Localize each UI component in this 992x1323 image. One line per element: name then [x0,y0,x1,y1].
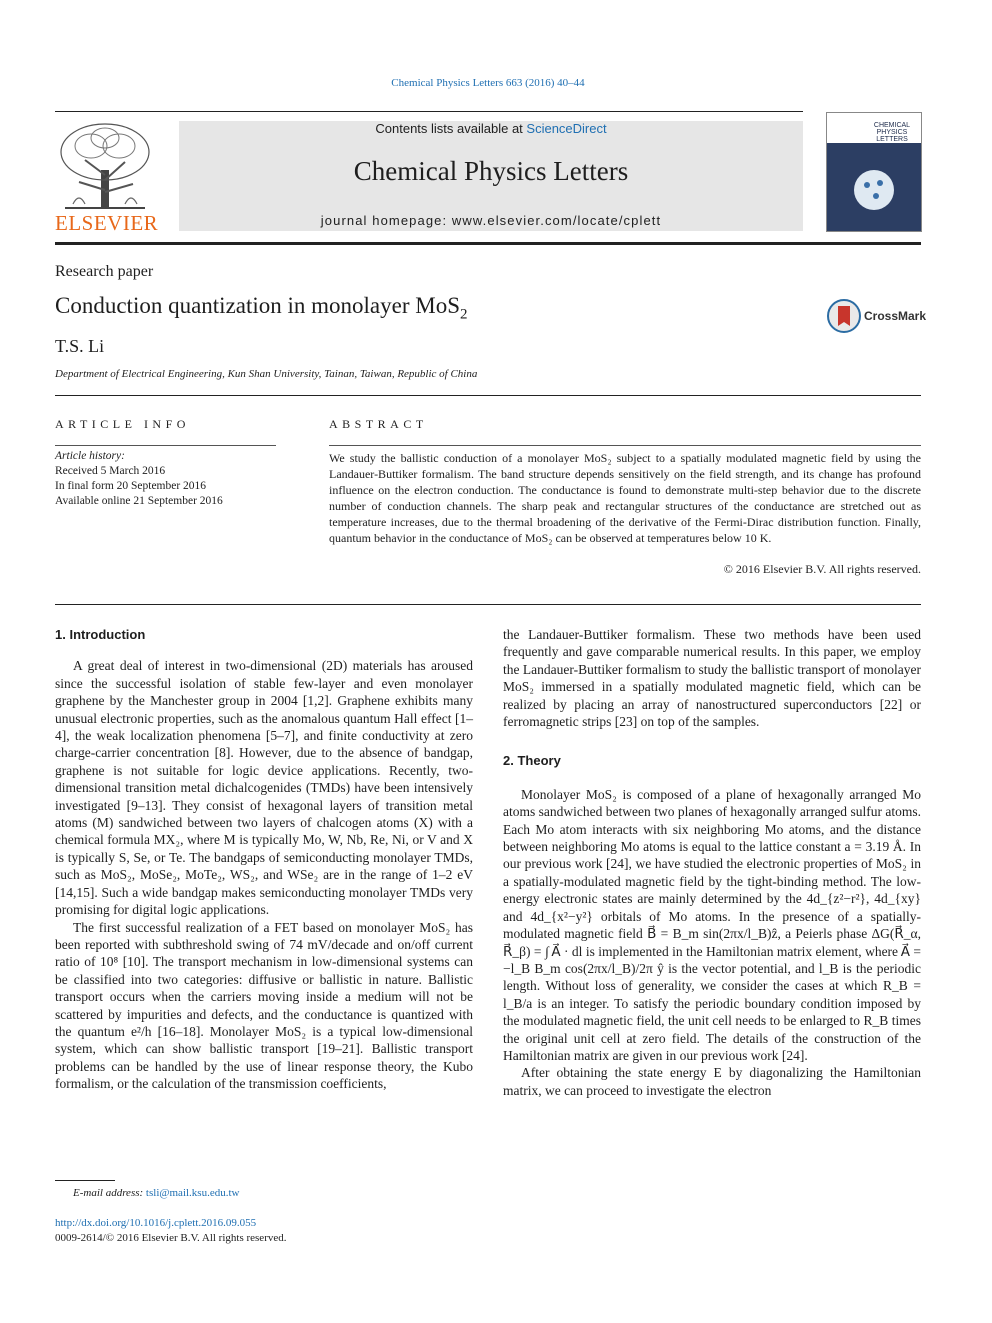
journal-reference[interactable]: Chemical Physics Letters 663 (2016) 40–44 [391,77,585,89]
header-top-rule [55,111,803,112]
article-info-rule [55,445,276,446]
email-footnote [73,1187,239,1199]
received-date: Received 5 March 2016 [55,465,166,477]
email-link[interactable]: tsli@mail.ksu.edu.tw [145,1187,240,1199]
left-column [55,626,473,1093]
final-form-date: In final form 20 September 2016 [55,480,207,492]
author-name[interactable]: T.S. Li [55,336,105,356]
crossmark-icon[interactable] [826,298,862,334]
article-title-subscript: 2 [460,306,468,323]
right-column [503,626,921,1099]
body-top-rule [55,604,921,605]
article-title-main: Conduction quantization in monolayer MoS [55,293,461,318]
contents-availability [179,121,803,136]
history-label: Article history: [55,450,125,462]
intro-paragraph-1: A great deal of interest in two-dimensional (2D) materials has aroused since the successful isolation of stable few-layer and even monolayer graphene by the Manchester group in 2004 [1,2]. Graphene exhibits many unusual electronic properties, such as the anomalous quantum Hall effect [1–4], the weak localization phenomena [5–7], and finite conductivity at zero charge-carrier concentration [8]. However, due to the absence of bandgap, graphene is not suitable for logic device applications. Recently, two-dimensional transition metal dichalcogenides (TMDs) have been intensively investigated [9–13]. They consist of hexagonal layers of transition metal atoms (M) sandwiched between two layers of chalcogen atoms (X) with a chemical formula MX₂, where M is typically Mo, W, Nb, Re, Ni, or V and X is typically S, Se, or Te. The bandgaps of semiconducting monolayer TMDs, such as MoS₂, MoSe₂, MoTe₂, WS₂, and WSe₂ are in the range of 1–2 eV [14,15]. Such a wide bandgap makes semiconducting monolayer TMDs very promising for digital logic applications. [55,658,473,918]
article-type: Research paper [55,263,154,280]
intro-paragraph-3: the Landauer-Buttiker formalism. These two methods have been used frequently and gave comparable numerical results. In this paper, we employ the Landauer-Buttiker formalism to study the ballistic transport of monolayer MoS₂ immersed in a spatially modulated magnetic field, which can be realized by placing an array of nanostructured superconductors [22] or ferromagnetic strips [23] on top of the samples. [503,627,921,730]
intro-paragraph-2: The first successful realization of a FET based on monolayer MoS₂ has been reported with subthreshold swing of 74 mV/decade and on/off current ratio of 10⁸ [10]. The transport mechanism in low-dimensional systems can be classified into two categories: diffusive or ballistic in nature. Ballistic transport occurs when the carriers moving inside a medium will not be scattered by impurities and defects, and the conductance is quantized with the quantum e²/h [16–18]. Monolayer MoS₂ is a typical low-dimensional system, which can show ballistic transport [19–21]. Ballistic transport problems can be handled by the use of linear response theory, the Kubo formalism, or the calculation of the transmission coefficients, [55,919,473,1092]
journal-homepage [179,213,803,228]
email-label: E-mail address: [73,1187,146,1199]
article-history [55,449,223,509]
journal-title: Chemical Physics Letters [353,156,629,186]
article-title [55,293,468,324]
cover-title: CHEMICAL PHYSICS LETTERS [873,122,911,143]
doi-link[interactable]: http://dx.doi.org/10.1016/j.cplett.2016.09.055 [55,1217,257,1229]
article-info-heading: ARTICLE INFO [55,417,190,431]
author-affiliation: Department of Electrical Engineering, Kun Shan University, Tainan, Taiwan, Republic of China [55,368,478,380]
homepage-prefix: journal homepage: [320,213,452,228]
abstract-text: We study the ballistic conduction of a monolayer MoS₂ subject to a spatially modulated magnetic field by using the Landauer-Buttiker formalism. The band structure depends sensitively on the field strength, and its change has profound influence on the electron conduction. The conductance is found to demonstrate multi-step behavior due to the discrete number of conduction channels. The sharp peak and rectangular structures of the conductance are stretched out as temperature increases, due to the thermal broadening of the derivative of the Fermi-Dirac distribution function. Finally, quantum behavior in the conductance of MoS₂ can be observed at temperatures below 10 K. [329,451,921,545]
abstract-heading: ABSTRACT [329,417,428,431]
elsevier-tree-logo [55,120,155,212]
header-bottom-rule [55,242,921,245]
issn-copyright: 0009-2614/© 2016 Elsevier B.V. All rights reserved. [55,1232,287,1244]
sciencedirect-link[interactable]: ScienceDirect [526,121,607,136]
crossmark-label[interactable]: CrossMark [864,309,927,323]
footnote-rule [55,1180,115,1181]
contents-prefix: Contents lists available at [375,121,527,136]
cover-molecule-icon [849,165,899,215]
meta-rule [55,395,921,396]
online-date: Available online 21 September 2016 [55,495,223,507]
abstract-rule [329,445,921,446]
publisher-logo-text: ELSEVIER [55,211,159,235]
abstract-copyright: © 2016 Elsevier B.V. All rights reserved. [723,562,921,576]
introduction-heading: 1. Introduction [55,627,146,642]
theory-paragraph-2: After obtaining the state energy E by diagonalizing the Hamiltonian matrix, we can proceed to investigate the electron [503,1065,921,1098]
theory-heading: 2. Theory [503,753,561,769]
homepage-url[interactable]: www.elsevier.com/locate/cplett [451,213,662,228]
journal-cover-thumbnail[interactable] [826,112,922,232]
theory-paragraph-1: Monolayer MoS₂ is composed of a plane of hexagonally arranged Mo atoms sandwiched between two planes of hexagonally arranged sulfur atoms. Each Mo atom interacts with six neighboring Mo atoms, and the distance between neighboring Mo atoms is equal to the lattice constant a = 3.19 Å. In our previous work [24], we have studied the electronic properties of MoS₂ in a spatially-modulated magnetic field by the tight-binding method. The low-energy electronic states are mainly determined by the 4d_{z²−r²}, 4d_{xy} and 4d_{x²−y²} orbitals of Mo atoms. In the presence of a spatially-modulated magnetic field B⃗ = B_m sin(2πx/l_B)ẑ, a Peierls phase ΔG(R⃗_α, R⃗_β) = ∫ A⃗ · dl is implemented in the Hamiltonian matrix element, where A⃗ = −l_B B_m cos(2πx/l_B)/2π ŷ is the vector potential, and l_B is the periodic length. Without loss of generality, we consider the cases at which R_B = l_B/a is an integer. To satisfy the periodic boundary condition imposed by the modulated magnetic field, the unit cell needs to be enlarged to R_B times the original unit cell at zero field. The details of the construction of the Hamiltonian matrix are given in our previous work [24]. [503,786,921,1063]
